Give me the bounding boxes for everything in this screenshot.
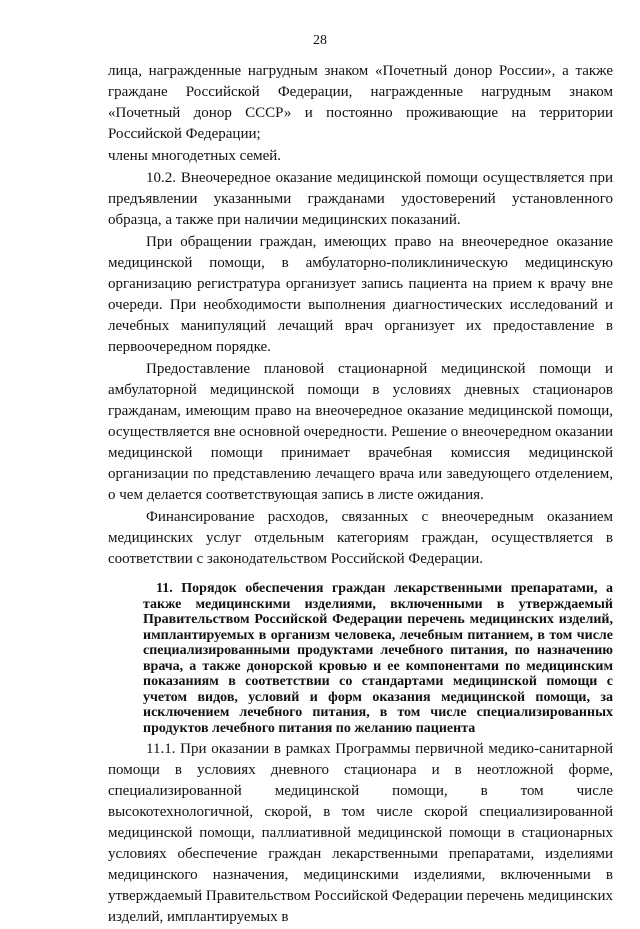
page-number: 28: [313, 33, 327, 48]
paragraph-financing: Финансирование расходов, связанных с внеочередным оказанием медицинских услуг отдельным категориям граждан, осуществляется в соответствии с законодательством Российской Федерации.: [108, 509, 613, 567]
paragraph-inpatient-priority: Предоставление плановой стационарной медицинской помощи и амбулаторной медицинской помощи в условиях дневных стационаров гражданам, имеющим право на внеочередное оказание медицинской помощи, осуществляется вне основной очередности. Решение о внеочередном оказании медицинской помощи принимает врачебная комиссия медицинской организации по представлению лечащего врача или заведующего отделением, о чем делается соответствующая запись в листе ожидания.: [108, 361, 613, 503]
section-11-heading: 11. Порядок обеспечения граждан лекарственными препаратами, а также медицинскими изделиями, включенными в утверждаемый Правительством Российской Федерации перечень медицинских изделий, имплантируемых в организм человека, лечебным питанием, в том числе специализированными продуктами лечебного питания, по назначению врача, а также донорской кровью и ее компонентами по медицинским показаниям в соответствии со стандартами медицинской помощи с учетом видов, условий и форм оказания медицинской помощи, за исключением лечебного питания, в том числе специализированных продуктов лечебного питания по желанию пациента: [143, 581, 613, 736]
paragraph-10-2: 10.2. Внеочередное оказание медицинской помощи осуществляется при предъявлении указанными гражданами удостоверений установленного образца, а также при наличии медицинских показаний.: [108, 170, 613, 228]
paragraph-outpatient-priority: При обращении граждан, имеющих право на внеочередное оказание медицинской помощи, в амбулаторно-поликлиническую медицинскую организацию регистратура организует запись пациента на прием к врачу вне очереди. При необходимости выполнения диагностических исследований и лечебных манипуляций лечащий врач организует их предоставление в первоочередном порядке.: [108, 234, 613, 355]
paragraph-donor-list-item: лица, награжденные нагрудным знаком «Почетный донор России», а также граждане Российской Федерации, награжденные нагрудным знаком «Почетный донор СССР» и постоянно проживающие на территории Российской Федерации;: [108, 63, 613, 142]
paragraph-large-families: члены многодетных семей.: [108, 148, 282, 164]
document-body: [108, 61, 613, 929]
paragraph-11-1: 11.1. При оказании в рамках Программы первичной медико-санитарной помощи в условиях дневного стационара и в неотложной форме, специализированной медицинской помощи, в том числе высокотехнологичной, скорой, в том числе скорой специализированной медицинской помощи, паллиативной медицинской помощи в стационарных условиях обеспечение граждан лекарственными препаратами, изделиями медицинского назначения, медицинскими изделиями, включенными в утверждаемый Правительством Российской Федерации перечень медицинских изделий, имплантируемых в: [108, 741, 613, 925]
